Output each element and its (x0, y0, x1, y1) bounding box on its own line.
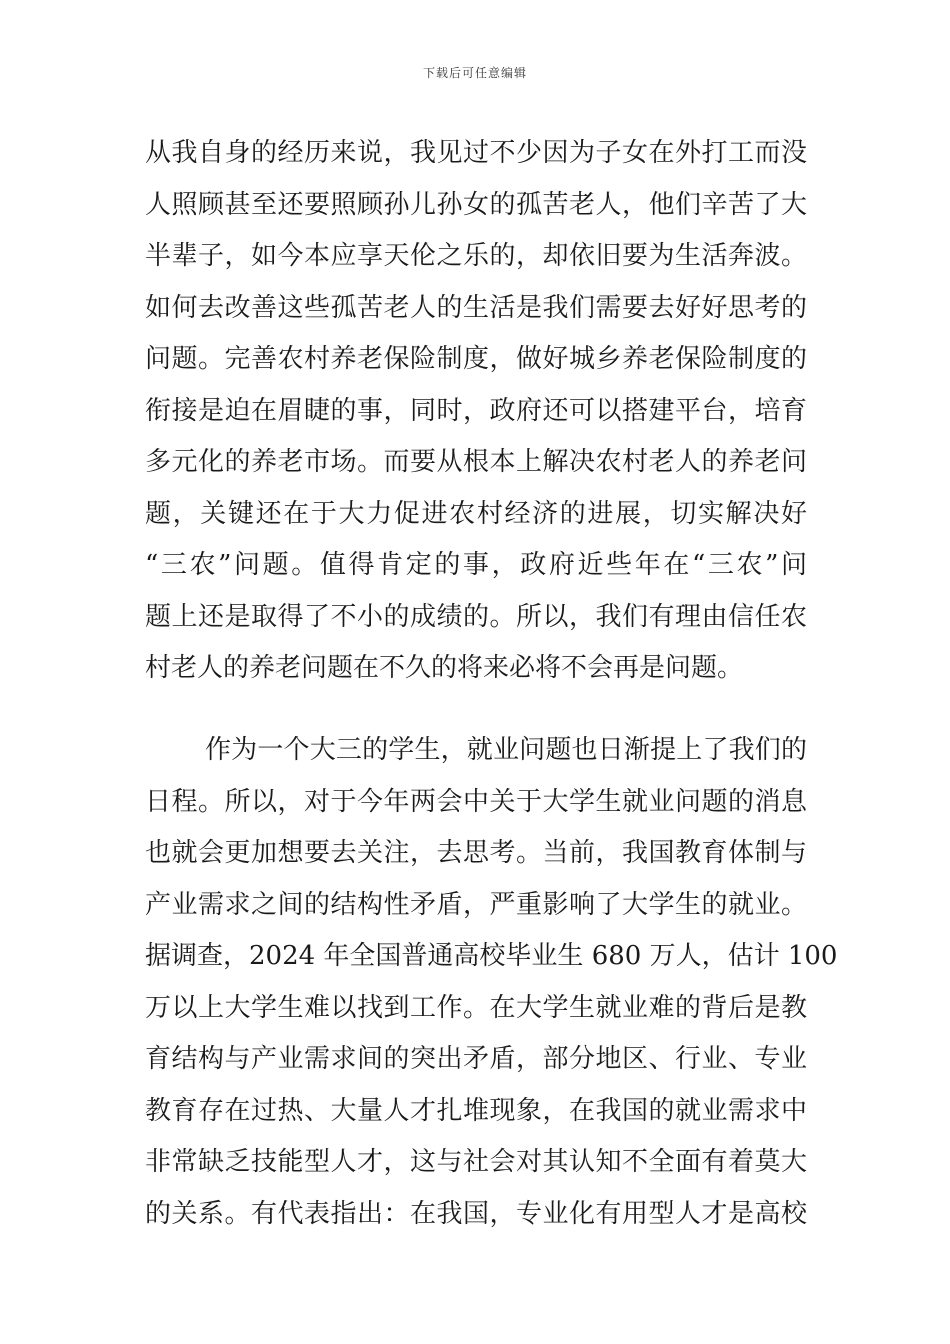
paragraph-line: 非常缺乏技能型人才，这与社会对其认知不全面有着莫大 (145, 1147, 807, 1177)
paragraph-line: 万以上大学生难以找到工作。在大学生就业难的背后是教 (145, 992, 807, 1023)
page-header: 下载后可任意编辑 (422, 66, 527, 80)
paragraph-line: 日程。所以，对于今年两会中关于大学生就业问题的消息 (145, 786, 807, 817)
paragraph-line: 据调查，2024 年全国普通高校毕业生 680 万人，估计 100 (145, 941, 838, 971)
paragraph-2 (145, 725, 838, 1240)
paragraph-line: 如何去改善这些孤苦老人的生活是我们需要去好好思考的 (145, 292, 807, 323)
paragraph-line: 问题。完善农村养老保险制度，做好城乡养老保险制度的 (145, 344, 807, 374)
paragraph-line: 村老人的养老问题在不久的将来必将不会再是问题。 (145, 653, 744, 683)
paragraph-line: 衔接是迫在眉睫的事，同时，政府还可以搭建平台，培育 (145, 395, 807, 426)
paragraph-line: 产业需求之间的结构性矛盾，严重影响了大学生的就业。 (145, 889, 807, 920)
paragraph-line: 育结构与产业需求间的突出矛盾，部分地区、行业、专业 (145, 1044, 807, 1074)
paragraph-line: 也就会更加想要去关注，去思考。当前，我国教育体制与 (145, 838, 807, 868)
paragraph-1 (145, 128, 807, 695)
paragraph-line: 从我自身的经历来说，我见过不少因为子女在外打工而没 (145, 138, 807, 168)
paragraph-line: “三农”问题。值得肯定的事，政府近些年在“三农”问 (145, 550, 807, 580)
paragraph-line: 题，关键还在于大力促进农村经济的进展，切实解决好 (145, 498, 807, 529)
paragraph-line: 教育存在过热、大量人才扎堆现象，在我国的就业需求中 (145, 1095, 807, 1126)
paragraph-line: 半辈子，如今本应享天伦之乐的，却依旧要为生活奔波。 (145, 241, 807, 271)
paragraph-line: 的关系。有代表指出：在我国，专业化有用型人才是高校 (145, 1198, 807, 1229)
paragraph-line: 作为一个大三的学生，就业问题也日渐提上了我们的 (205, 735, 807, 765)
paragraph-line: 多元化的养老市场。而要从根本上解决农村老人的养老问 (145, 447, 807, 477)
paragraph-line: 人照顾甚至还要照顾孙儿孙女的孤苦老人，他们辛苦了大 (145, 189, 807, 220)
paragraph-line: 题上还是取得了不小的成绩的。所以，我们有理由信任农 (145, 601, 807, 632)
